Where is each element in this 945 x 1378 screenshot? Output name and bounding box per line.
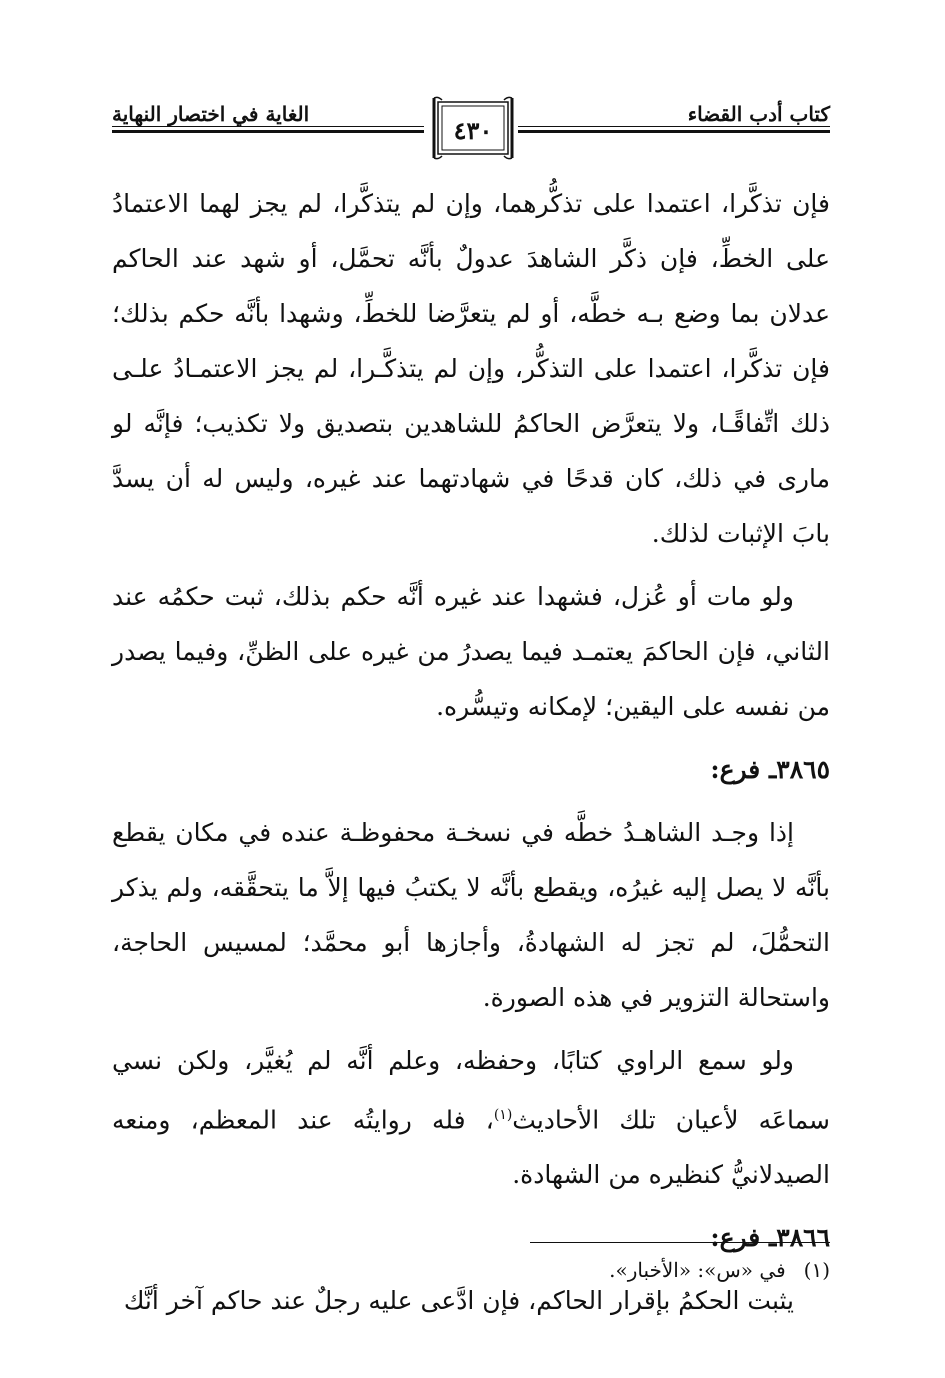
footnote-marker: (١) (803, 1258, 830, 1282)
header-rule-right-thick (518, 130, 830, 133)
main-text (112, 176, 830, 1328)
header-rule-left (112, 126, 424, 127)
running-header (112, 92, 830, 172)
header-book-title: الغاية في اختصار النهاية (112, 102, 310, 126)
paragraph-text: ولو سمع الراوي كتابًا، وحفظه، وعلم أنَّه لم يُغيَّر، ولكن نسي سماعَه لأعيان تلك الأحاديث (112, 1046, 830, 1135)
section-heading: ٣٨٦٥ـ فرع: (710, 755, 830, 784)
paragraph (112, 1033, 830, 1202)
page-number-frame (430, 96, 516, 160)
footnote-separator (530, 1242, 830, 1243)
paragraph: فإن تذكَّرا، اعتمدا على تذكُّرهما، وإن لم يتذكَّرا، لم يجز لهما الاعتمادُ على الخطِّ، فإن ذكَّر الشاهدَ عدولٌ بأنَّه تحمَّل، أو شهد عند الحاكم عدلان بما وضع بـه خطَّه، أو لم يتعرَّضا للخطِّ، وشهدا بأنَّه حكم بذلك؛ فإن تذكَّرا، اعتمدا على التذكُّر، وإن لم يتذكَّـرا، لم يجز الاعتمـادُ علـى ذلك اتِّفاقًـا، ولا يتعرَّض الحاكمُ للشاهدين بتصديق ولا تكذيب؛ فإنَّه لو مارى في ذلك، كان قدحًا في شهادتهما عند غيره، وليس له أن يسدَّ بابَ الإثبات لذلك. (112, 189, 830, 548)
paragraph-text: ، فله روايتُه عند المعظم، ومنعه الصيدلانيُّ كنظيره من الشهادة. (112, 1105, 830, 1190)
header-rule-left-thick (112, 130, 424, 133)
paragraph: يثبت الحكمُ بإقرار الحاكم، فإن ادَّعى عليه رجلٌ عند حاكم آخر أنَّك (123, 1286, 794, 1316)
footnote-reference: (١) (493, 1107, 513, 1123)
page-number: ٤٣٠ (453, 116, 493, 145)
paragraph: إذا وجـد الشاهـدُ خطَّه في نسخـة محفوظـة عنده في مكان يقطع بأنَّه لا يصل إليه غيرُه، ويقطع بأنَّه لا يكتبُ فيها إلاَّ ما يتحقَّقه، ولم يذكر التحمُّلَ، لم تجز له الشهادةُ، وأجازها أبو محمَّد؛ لمسيس الحاجة، واستحالة التزوير في هذه الصورة. (112, 818, 830, 1012)
header-rule-right (518, 126, 830, 127)
footnote (112, 1258, 830, 1282)
footnote-text: في «س»: «الأخبار». (609, 1258, 786, 1282)
header-section-title: كتاب أدب القضاء (687, 102, 830, 126)
paragraph: ولو مات أو عُزل، فشهدا عند غيره أنَّه حكم بذلك، ثبت حكمُه عند الثاني، فإن الحاكمَ يعتمـد فيما يصدرُ من غيره على الظنِّ، وفيما يصدر من نفسه على اليقين؛ لإمكانه وتيسُّره. (112, 582, 830, 721)
section-heading: ٣٨٦٦ـ فرع: (710, 1223, 830, 1253)
